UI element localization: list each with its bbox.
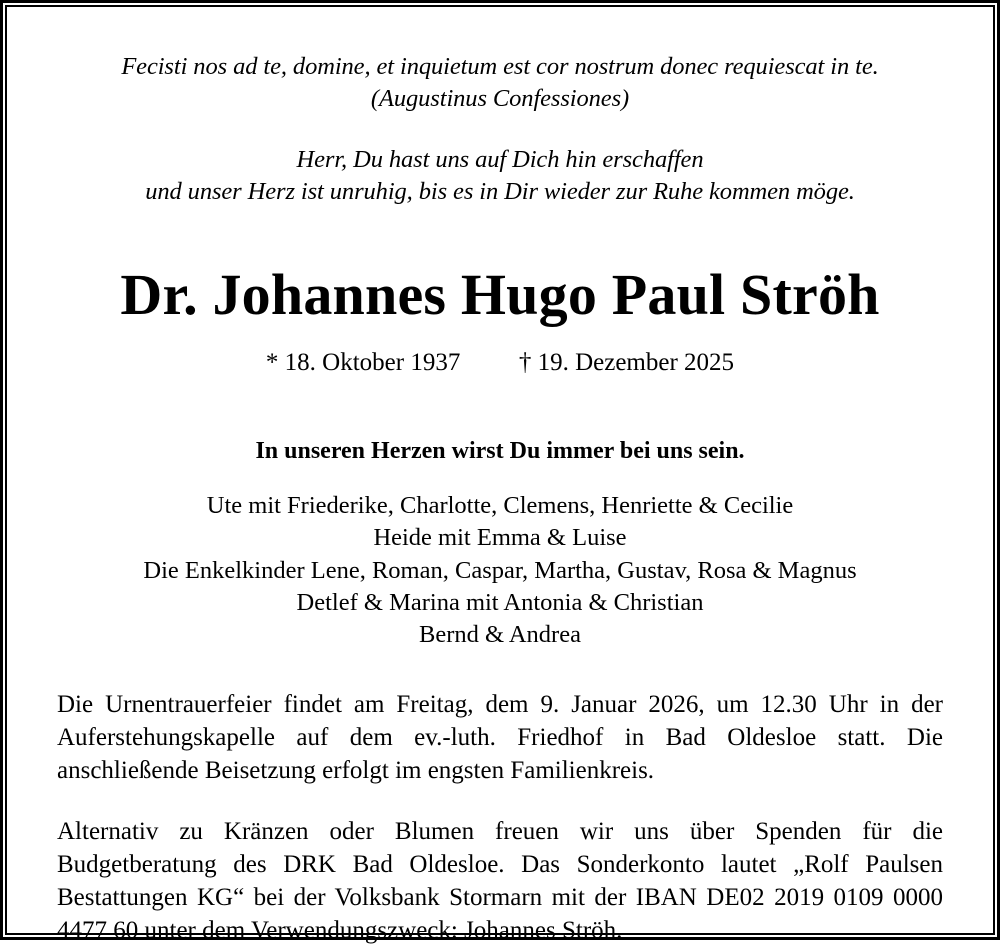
epigraph-latin-attribution: (Augustinus Confessiones) xyxy=(370,84,630,112)
ceremony-details: Die Urnentrauerfeier findet am Freitag, dem 9. Januar 2026, um 12.30 Uhr in der Auferstehungskapelle auf dem ev.-luth. Friedhof in Bad Oldesloe statt. Die anschließende Beisetzung erfolgt im engsten Familienkreis. xyxy=(57,690,943,785)
donation-details: Alternativ zu Kränzen oder Blumen freuen wir uns über Spenden für die Budgetberatung des DRK Bad Oldesloe. Das Sonderkonto lautet „Rolf Paulsen Bestattungen KG“ bei der Volksbank Stormarn mit der IBAN DE02 2019 0109 0000 4477 60 unter dem Verwendungszweck: Johannes Ströh. xyxy=(57,817,943,945)
life-dates xyxy=(57,350,943,375)
obituary-border-gap xyxy=(3,3,997,945)
obituary-card xyxy=(5,5,995,945)
list-item: Heide mit Emma & Luise xyxy=(373,524,627,552)
list-item: Die Enkelkinder Lene, Roman, Caspar, Martha, Gustav, Rosa & Magnus xyxy=(143,556,857,584)
birth-symbol-icon: * xyxy=(265,349,279,377)
memorial-line: In unseren Herzen wirst Du immer bei uns sein. xyxy=(255,438,745,465)
survivors-list xyxy=(57,490,943,650)
list-item: Ute mit Friederike, Charlotte, Clemens, Henriette & Cecilie xyxy=(206,492,794,520)
epigraph-latin-line-1: Fecisti nos ad te, domine, et inquietum est cor nostrum donec requiescat in te. xyxy=(121,53,879,80)
death-date: 19. Dezember 2025 xyxy=(537,349,735,377)
list-item: Detlef & Marina mit Antonia & Christian xyxy=(296,588,704,616)
deceased-name: Dr. Johannes Hugo Paul Ströh xyxy=(120,262,880,328)
epigraph-german-line-1: Herr, Du hast uns auf Dich hin erschaffen xyxy=(296,145,704,173)
list-item: Bernd & Andrea xyxy=(419,620,581,648)
epigraph-german xyxy=(57,144,943,208)
epigraph-latin xyxy=(57,51,943,115)
birth-date: 18. Oktober 1937 xyxy=(284,349,461,377)
obituary-content xyxy=(7,7,993,945)
death-cross-icon: † xyxy=(518,349,532,377)
epigraph-german-line-2: und unser Herz ist unruhig, bis es in Dir wieder zur Ruhe kommen möge. xyxy=(145,177,855,205)
